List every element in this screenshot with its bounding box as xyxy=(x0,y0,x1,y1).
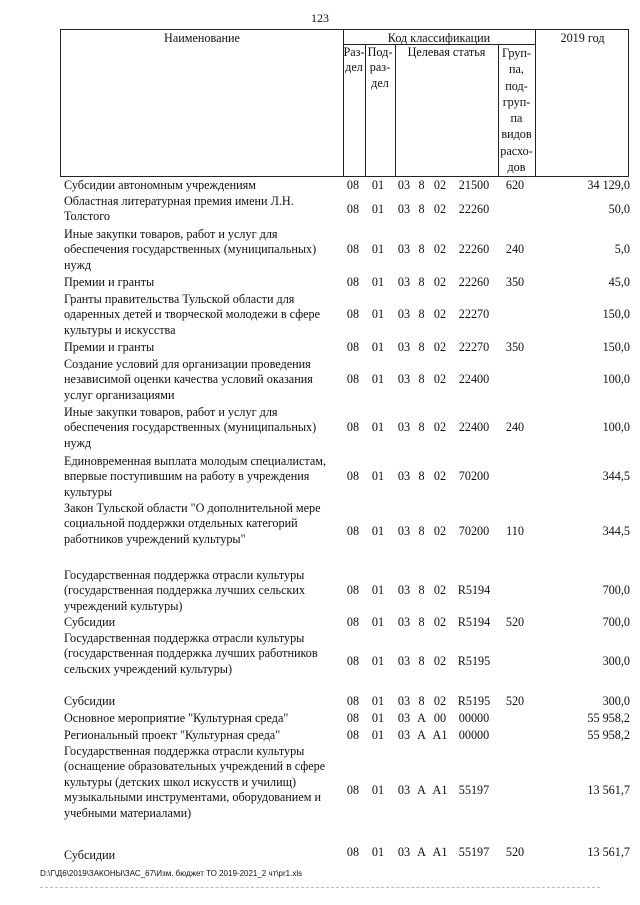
table-row: Закон Тульской области "О дополнительной мере социальной поддержки отдельных категорий работников учреждений культуры" 08 01 03 8 02 70200 110 344,5 xyxy=(64,501,630,546)
table-row: Региональный проект "Культурная среда" 08 01 03 А А1 00000 55 958,2 xyxy=(64,728,630,742)
file-path-footer: D:\Г\Д6\2019\ЗАКОНЫ\ЗАС_67\Изм. бюджет ТО 2019-2021_2 чт\pr1.xls xyxy=(40,869,303,878)
row-name: Создание условий для организации проведения независимой оценки качества условий оказания услуг организациями xyxy=(64,357,313,402)
table-row: Государственная поддержка отрасли культуры (государственная поддержка лучших сельских учреждений культуры) 08 01 03 8 02 R5194 700,0 xyxy=(64,568,630,613)
row-name: Субсидии xyxy=(64,848,116,862)
row-name: Субсидии xyxy=(64,615,116,629)
row-name: Государственная поддержка отрасли культуры (государственная поддержка лучших сельских учреждений культуры) xyxy=(64,568,306,613)
header-gruppa: Груп- па, под- груп- па видов расхо- дов xyxy=(500,46,533,175)
table-row: Субсидии 08 01 03 8 02 R5195 520 300,0 xyxy=(64,694,630,708)
row-name: Областная литературная премия имени Л.Н. Толстого xyxy=(64,194,294,224)
table-header xyxy=(60,29,629,177)
row-name: Субсидии xyxy=(64,694,116,708)
page-number: 123 xyxy=(311,11,329,25)
table-row: Иные закупки товаров, работ и услуг для обеспечения государственных (муниципальных) нужд 08 01 03 8 02 22260 240 5,0 xyxy=(64,227,630,272)
table-row: Субсидии 08 01 03 А А1 55197 520 13 561,7 xyxy=(64,845,630,862)
table-row: Премии и гранты 08 01 03 8 02 22260 350 45,0 xyxy=(64,275,630,289)
scan-artifact-line xyxy=(40,887,600,888)
table-row: Субсидии автономным учреждениям 08 01 03 8 02 21500 620 34 129,0 xyxy=(64,178,630,192)
row-name: Премии и гранты xyxy=(64,275,155,289)
row-name: Региональный проект "Культурная среда" xyxy=(64,728,281,742)
table-row: Государственная поддержка отрасли культуры (оснащение образовательных учреждений в сфере культуры (детских школ искусств и училищ) музыкальными инструментами, оборудованием и учебными материалами) 08 01 03 А А1 55197 13 561,7 xyxy=(64,744,630,820)
table-row: Основное мероприятие "Культурная среда" 08 01 03 А 00 00000 55 958,2 xyxy=(64,711,630,725)
row-name: Гранты правительства Тульской области для одаренных детей и творческой молодежи в сфере культуры и искусства xyxy=(64,292,321,337)
header-year: 2019 год xyxy=(560,31,605,45)
row-name: Единовременная выплата молодым специалистам, впервые поступившим на работу в учреждения культуры xyxy=(64,454,327,499)
header-celevaya: Целевая статья xyxy=(407,45,486,59)
row-name: Премии и гранты xyxy=(64,340,155,354)
table-row: Государственная поддержка отрасли культуры (государственная поддержка лучших работников сельских учреждений культуры) 08 01 03 8 02 R5195 300,0 xyxy=(64,631,630,676)
table-row: Гранты правительства Тульской области для одаренных детей и творческой молодежи в сфере культуры и искусства 08 01 03 8 02 22270 150,0 xyxy=(64,292,630,337)
table-row: Областная литературная премия имени Л.Н. Толстого 08 01 03 8 02 22260 50,0 xyxy=(64,194,630,224)
row-name: Основное мероприятие "Культурная среда" xyxy=(64,711,289,725)
row-name: Государственная поддержка отрасли культуры (государственная поддержка лучших работников сельских учреждений культуры) xyxy=(64,631,318,676)
table-row: Создание условий для организации проведения независимой оценки качества условий оказания услуг организациями 08 01 03 8 02 22400 100,0 xyxy=(64,357,630,402)
row-name: Государственная поддержка отрасли культуры (оснащение образовательных учреждений в сфере культуры (детских школ искусств и училищ) музыкальными инструментами, оборудованием и учебными материалами) xyxy=(64,744,326,820)
header-podrazdel: Под- раз- дел xyxy=(367,45,393,90)
header-razdel: Раз- дел xyxy=(343,45,365,75)
header-name: Наименование xyxy=(164,31,240,45)
row-name: Иные закупки товаров, работ и услуг для обеспечения государственных (муниципальных) нужд xyxy=(64,227,317,272)
header-code: Код классификации xyxy=(387,31,491,45)
row-name: Закон Тульской области "О дополнительной мере социальной поддержки отдельных категорий работников учреждений культуры" xyxy=(64,501,321,546)
row-name: Субсидии автономным учреждениям xyxy=(64,178,256,192)
row-name: Иные закупки товаров, работ и услуг для обеспечения государственных (муниципальных) нужд xyxy=(64,405,317,450)
table-row: Единовременная выплата молодым специалистам, впервые поступившим на работу в учреждения культуры 08 01 03 8 02 70200 344,5 xyxy=(64,454,630,499)
table-row: Премии и гранты 08 01 03 8 02 22270 350 150,0 xyxy=(64,340,630,354)
table-row: Субсидии 08 01 03 8 02 R5194 520 700,0 xyxy=(64,615,630,629)
table-row: Иные закупки товаров, работ и услуг для обеспечения государственных (муниципальных) нужд 08 01 03 8 02 22400 240 100,0 xyxy=(64,405,630,450)
